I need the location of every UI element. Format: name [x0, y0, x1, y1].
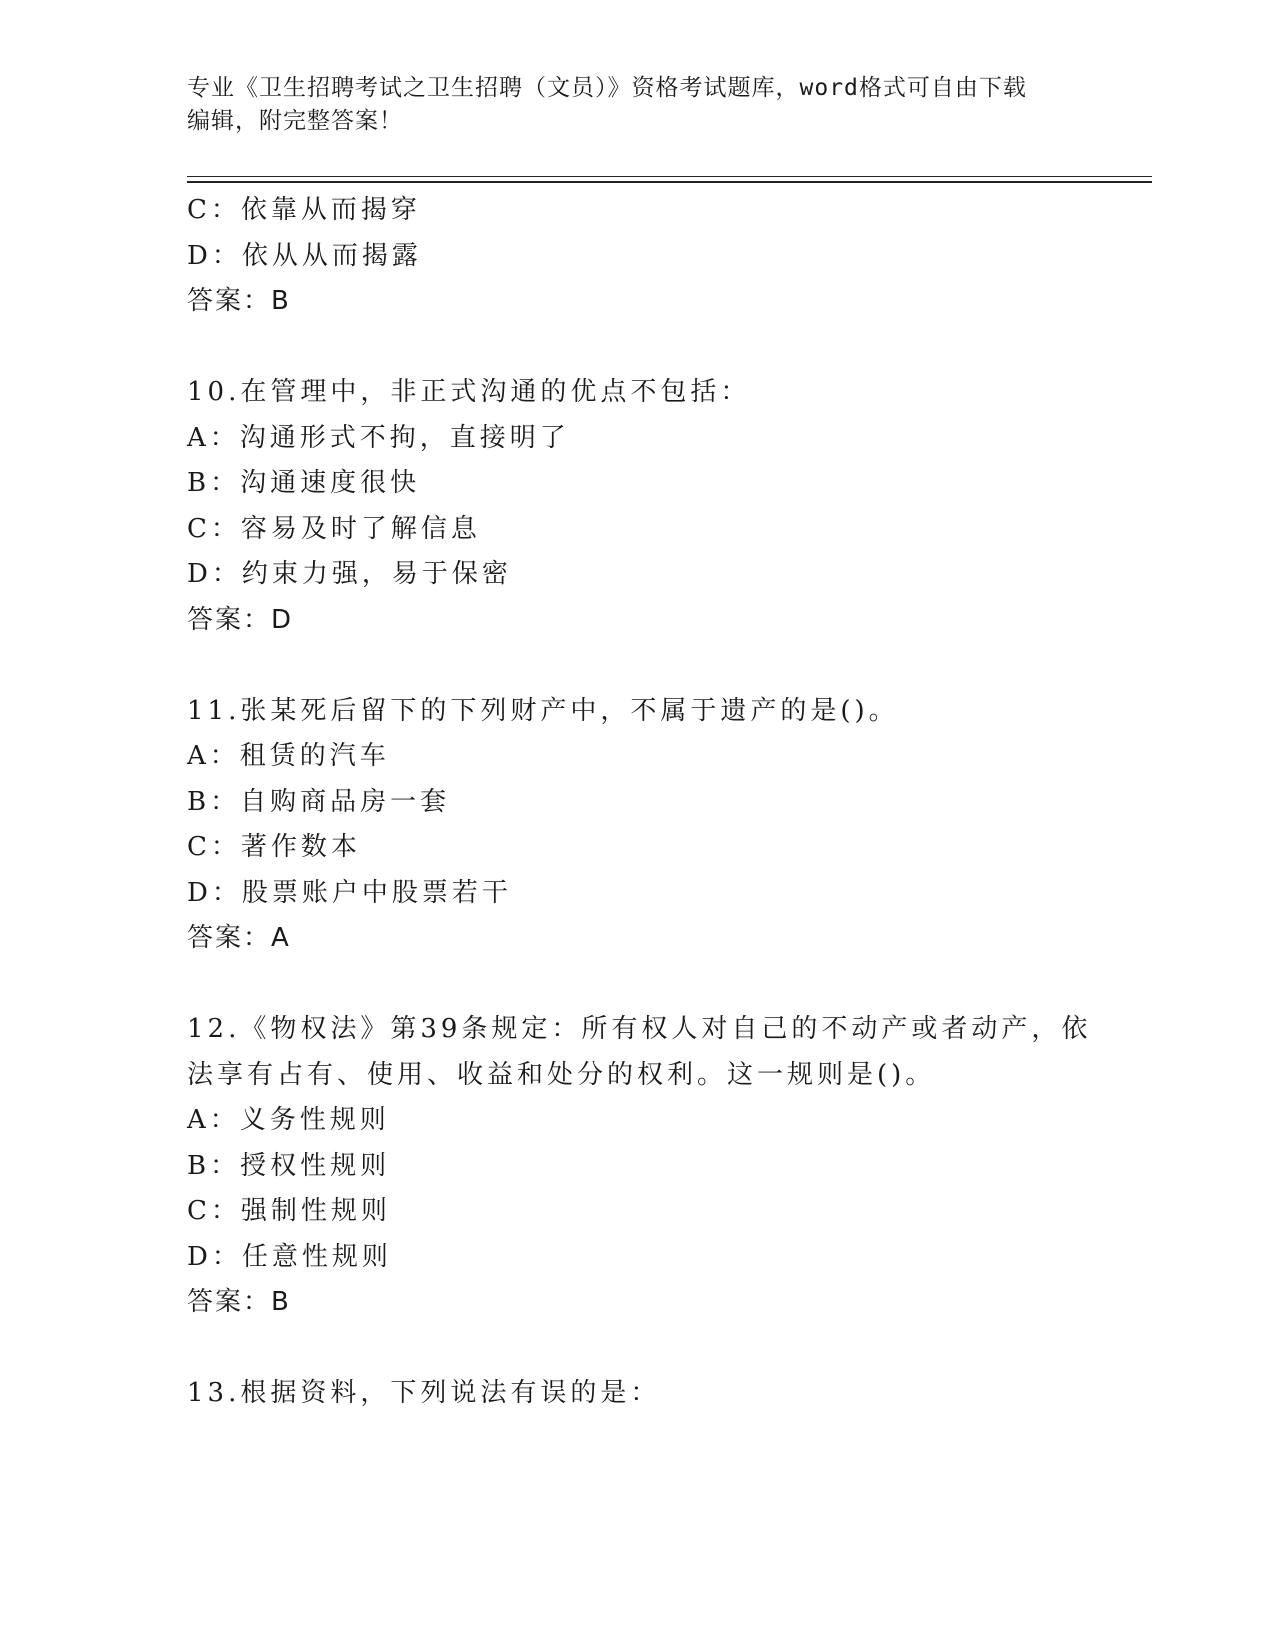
question-stem: 10.在管理中，非正式沟通的优点不包括：	[187, 377, 751, 407]
option-a: A：租赁的汽车	[187, 741, 390, 771]
question-12	[187, 1007, 1092, 1326]
question-13	[187, 1371, 1087, 1417]
document-header	[187, 72, 1087, 138]
question-stem-line-2: 法享有占有、使用、收益和处分的权利。这一规则是()。	[187, 1059, 936, 1090]
question-stem: 11.张某死后留下的下列财产中，不属于遗产的是()。	[187, 695, 899, 726]
question-11	[187, 689, 1087, 962]
option-c: C：著作数本	[187, 832, 361, 862]
header-line-2: 编辑，附完整答案！	[187, 108, 403, 134]
question-10	[187, 370, 1087, 643]
answer: 答案：B	[187, 1287, 291, 1317]
answer: 答案：A	[187, 923, 291, 953]
question-stem: 13.根据资料，下列说法有误的是：	[187, 1378, 661, 1408]
header-divider-thick	[187, 181, 1152, 183]
header-divider-thin	[187, 176, 1152, 177]
option-b: B：授权性规则	[187, 1150, 391, 1181]
option-c: C：容易及时了解信息	[187, 513, 481, 544]
option-c: C：强制性规则	[187, 1196, 391, 1226]
option-d: D：约束力强，易于保密	[187, 559, 512, 589]
option-d: D：任意性规则	[187, 1241, 392, 1272]
option-c: C：依靠从而揭穿	[187, 195, 421, 225]
option-b: B：沟通速度很快	[187, 468, 421, 498]
question-stem-line-1: 12.《物权法》第39条规定：所有权人对自己的不动产或者动产，依	[187, 1014, 1092, 1044]
answer: 答案：B	[187, 286, 291, 316]
option-b: B：自购商品房一套	[187, 786, 451, 817]
header-line-1: 专业《卫生招聘考试之卫生招聘（文员）》资格考试题库，word格式可自由下载	[187, 75, 1027, 101]
option-a: A：义务性规则	[187, 1105, 390, 1135]
answer: 答案：D	[187, 604, 294, 635]
spacer	[187, 325, 1087, 371]
spacer	[187, 643, 1087, 689]
question-list	[187, 188, 1092, 1417]
option-a: A：沟通形式不拘，直接明了	[187, 422, 570, 453]
spacer	[187, 962, 1087, 1008]
previous-question	[187, 188, 1087, 325]
option-d: D：依从从而揭露	[187, 240, 422, 271]
spacer	[187, 1326, 1087, 1372]
option-d: D：股票账户中股票若干	[187, 877, 512, 908]
